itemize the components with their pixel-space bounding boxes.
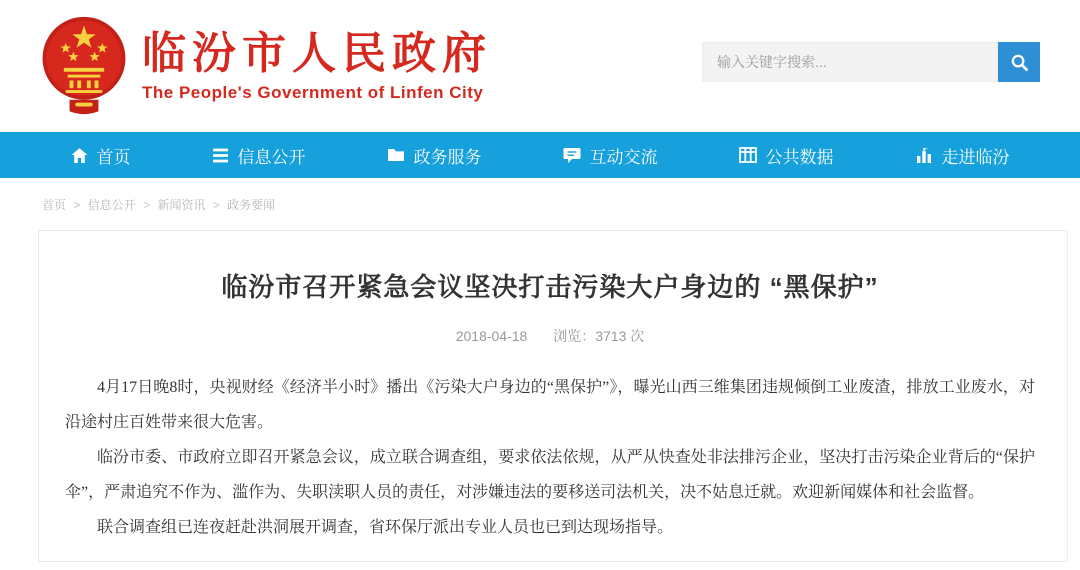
folder-icon xyxy=(387,147,405,163)
nav-item-public-data[interactable] xyxy=(739,143,834,168)
breadcrumb-separator: > xyxy=(73,198,81,212)
site-header xyxy=(0,0,1080,132)
nav-item-interaction[interactable] xyxy=(563,143,658,168)
article-date: 2018-04-18 xyxy=(455,328,528,344)
nav-item-home[interactable] xyxy=(71,143,131,168)
nav-item-label: 互动交流 xyxy=(589,147,658,167)
article-title: 临汾市召开紧急会议坚决打击污染大户身边的 “黑保护” xyxy=(221,272,879,302)
breadcrumb-item-gov-news[interactable]: 政务要闻 xyxy=(227,198,276,212)
grid-icon xyxy=(739,147,757,163)
article-paragraph: 联合调查组已连夜赶赴洪洞展开调查，省环保厅派出专业人员也已到达现场指导。 xyxy=(97,519,674,536)
search-area xyxy=(702,42,1040,82)
site-title: 临汾市人民政府 xyxy=(142,28,492,78)
nav-item-label: 信息公开 xyxy=(237,147,306,167)
nav-item-about-linfen[interactable] xyxy=(915,143,1010,168)
article-view-count: 浏览：3713 次 xyxy=(553,328,645,344)
article-paragraph: 临汾市委、市政府立即召开紧急会议，成立联合调查组，要求依法依规，从严从快查处非法排污企业，坚决打击污染企业背后的“保护伞”，严肃追究不作为、滥作为、失职渎职人员的责任，对涉嫌违法的要移送司法机关，决不姑息迁就。欢迎新闻媒体和社会监督。 xyxy=(65,449,1035,501)
main-navbar xyxy=(0,132,1080,178)
article-card xyxy=(38,230,1068,562)
site-brand[interactable] xyxy=(40,13,492,119)
breadcrumb-item-home[interactable]: 首页 xyxy=(42,198,67,212)
nav-item-info-disclosure[interactable] xyxy=(212,143,306,168)
breadcrumb xyxy=(0,178,1080,218)
nav-item-label: 政务服务 xyxy=(413,147,482,167)
building-icon xyxy=(915,147,933,164)
nav-item-gov-services[interactable] xyxy=(387,143,482,168)
breadcrumb-separator: > xyxy=(212,198,220,212)
search-button[interactable] xyxy=(998,42,1040,82)
breadcrumb-separator: > xyxy=(143,198,151,212)
home-icon xyxy=(71,147,88,164)
nav-item-label: 首页 xyxy=(96,147,131,167)
article-body xyxy=(65,370,1035,545)
nav-item-label: 公共数据 xyxy=(765,147,834,167)
national-emblem-logo xyxy=(40,13,128,119)
nav-item-label: 走进临汾 xyxy=(941,147,1010,167)
breadcrumb-item-info[interactable]: 信息公开 xyxy=(87,198,136,212)
search-icon xyxy=(1010,53,1029,72)
search-input[interactable] xyxy=(702,42,998,82)
breadcrumb-item-news[interactable]: 新闻资讯 xyxy=(157,198,206,212)
site-subtitle: The People's Government of Linfen City xyxy=(142,83,484,103)
chat-icon xyxy=(563,147,581,164)
article-meta xyxy=(65,326,1035,346)
article-paragraph: 4月17日晚8时，央视财经《经济半小时》播出《污染大户身边的“黑保护”》，曝光山西三维集团违规倾倒工业废渣，排放工业废水，对沿途村庄百姓带来很大危害。 xyxy=(65,379,1035,431)
list-icon xyxy=(212,147,229,164)
